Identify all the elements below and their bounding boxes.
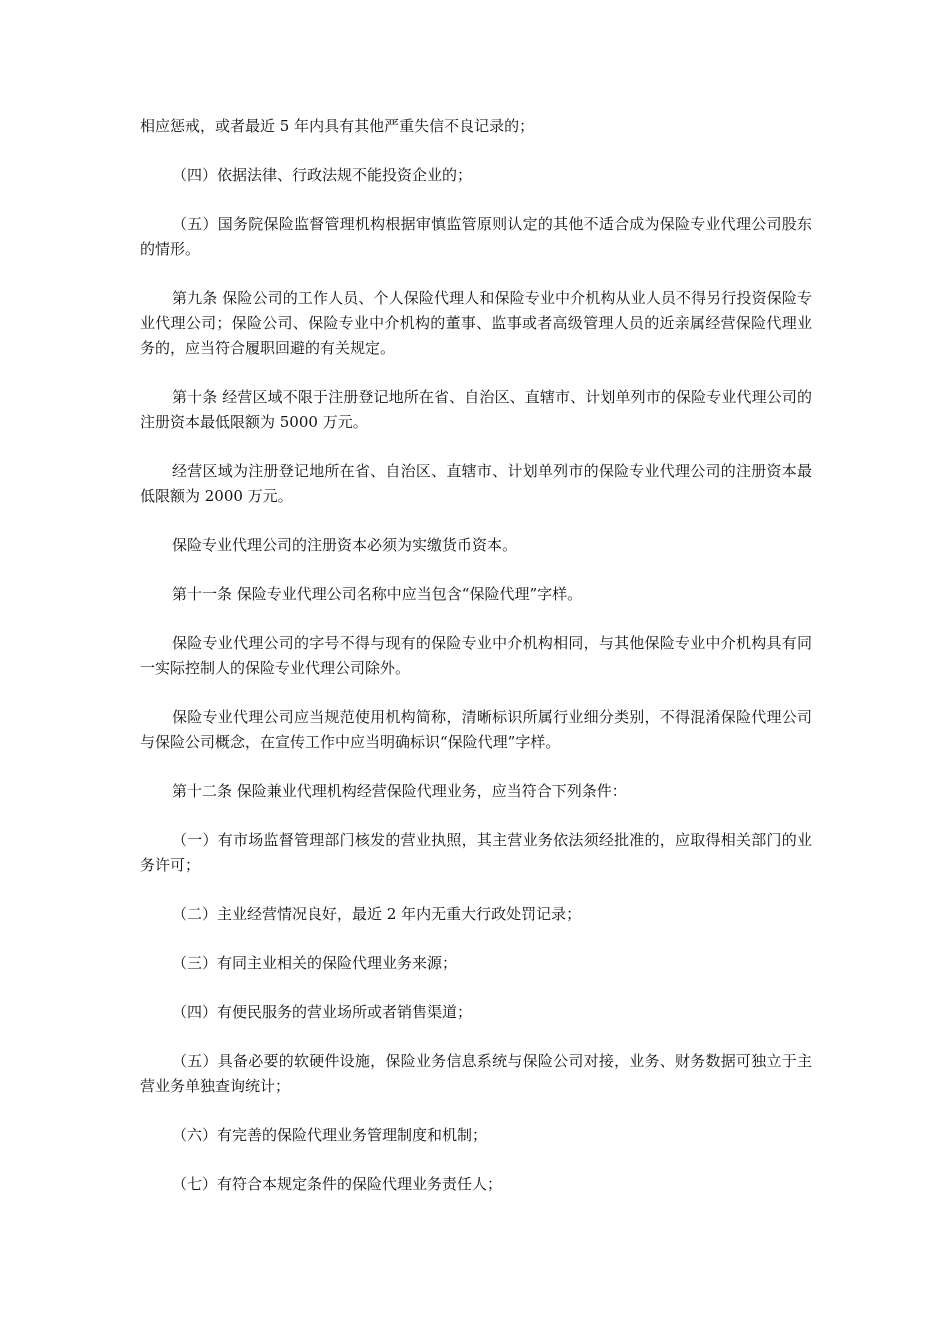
paragraph-article-9: 第九条 保险公司的工作人员、个人保险代理人和保险专业中介机构从业人员不得另行投资保险专业代理公司；保险公司、保险专业中介机构的董事、监事或者高级管理人员的近亲属经营保险代理业务的，应当符合履职回避的有关规定。: [140, 289, 812, 357]
paragraph-condition-6: （六）有完善的保险代理业务管理制度和机制；: [172, 1126, 488, 1144]
paragraph-continuation: 相应惩戒，或者最近 5 年内具有其他严重失信不良记录的；: [140, 117, 535, 135]
paragraph-condition-3: （三）有同主业相关的保险代理业务来源；: [172, 954, 458, 972]
paragraph-article-12: 第十二条 保险兼业代理机构经营保险代理业务，应当符合下列条件：: [172, 782, 627, 800]
paragraph-condition-4: （四）有便民服务的营业场所或者销售渠道；: [172, 1003, 473, 1021]
paragraph-item-4: （四）依据法律、行政法规不能投资企业的；: [172, 166, 473, 184]
paragraph-article-10-clause-2: 经营区域为注册登记地所在省、自治区、直辖市、计划单列市的保险专业代理公司的注册资本最低限额为 2000 万元。: [140, 462, 812, 505]
paragraph-article-11-clause-2: 保险专业代理公司的字号不得与现有的保险专业中介机构相同，与其他保险专业中介机构具有同一实际控制人的保险专业代理公司除外。: [140, 634, 812, 677]
paragraph-condition-1: （一）有市场监督管理部门核发的营业执照，其主营业务依法须经批准的，应取得相关部门的业务许可；: [140, 831, 812, 874]
paragraph-item-5: （五）国务院保险监督管理机构根据审慎监管原则认定的其他不适合成为保险专业代理公司股东的情形。: [140, 215, 812, 258]
document-page: [140, 114, 812, 1221]
paragraph-article-10-clause-3: 保险专业代理公司的注册资本必须为实缴货币资本。: [172, 536, 518, 554]
paragraph-article-10: 第十条 经营区域不限于注册登记地所在省、自治区、直辖市、计划单列市的保险专业代理公司的注册资本最低限额为 5000 万元。: [140, 388, 812, 431]
paragraph-condition-5: （五）具备必要的软硬件设施，保险业务信息系统与保险公司对接，业务、财务数据可独立于主营业务单独查询统计；: [140, 1052, 812, 1095]
paragraph-article-11: 第十一条 保险专业代理公司名称中应当包含“保险代理”字样。: [172, 585, 583, 603]
paragraph-condition-7: （七）有符合本规定条件的保险代理业务责任人；: [172, 1175, 503, 1193]
paragraph-article-11-clause-3: 保险专业代理公司应当规范使用机构简称，清晰标识所属行业细分类别，不得混淆保险代理公司与保险公司概念，在宣传工作中应当明确标识“保险代理”字样。: [140, 708, 812, 751]
paragraph-condition-2: （二）主业经营情况良好，最近 2 年内无重大行政处罚记录；: [172, 905, 582, 923]
